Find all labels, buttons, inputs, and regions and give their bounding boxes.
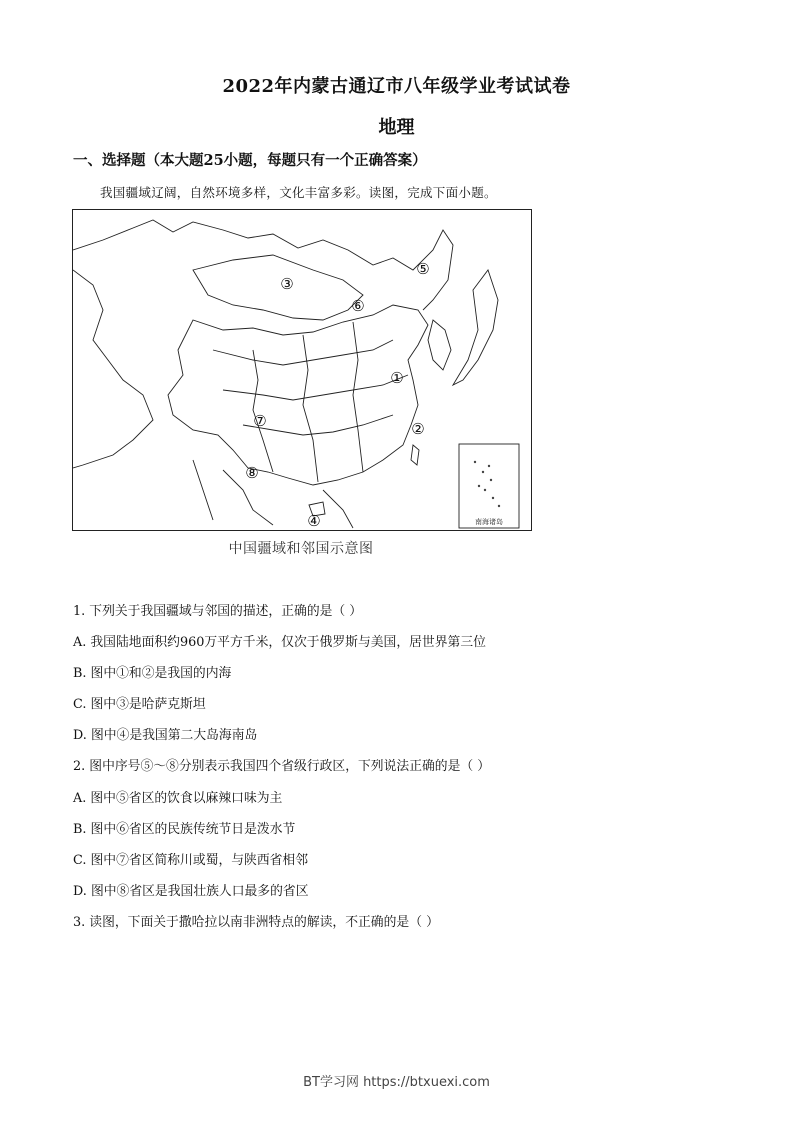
inset-label: 南海诸岛 (475, 518, 503, 526)
map-caption: 中国疆域和邻国示意图 (228, 541, 374, 557)
question-1-option-b: B. 图中①和②是我国的内海 (73, 666, 232, 681)
china-map-svg (73, 210, 531, 530)
map-taiwan (411, 445, 419, 465)
map-province-lines-1 (213, 340, 393, 365)
map-border-mongolia (193, 255, 363, 320)
map-southeast-asia (193, 460, 353, 528)
question-1-option-d: D. 图中④是我国第二大岛海南岛 (73, 728, 258, 743)
question-2-stem: 2. 图中序号⑤～⑧分别表示我国四个省级行政区，下列说法正确的是（ ） (73, 759, 491, 774)
south-china-sea-inset (459, 444, 519, 528)
china-map-figure (72, 209, 532, 531)
marker-2: ② (411, 420, 425, 438)
map-border-west (73, 270, 153, 468)
question-2-option-c: C. 图中⑦省区简称川或蜀，与陕西省相邻 (73, 853, 309, 868)
marker-6: ⑥ (351, 297, 365, 315)
page-subtitle: 地理 (378, 117, 415, 138)
map-province-lines-6 (353, 322, 363, 472)
map-province-lines-5 (303, 335, 318, 482)
map-province-lines-2 (223, 375, 408, 400)
marker-5: ⑤ (416, 260, 430, 278)
question-2-option-a: A. 图中⑤省区的饮食以麻辣口味为主 (73, 791, 283, 806)
question-1-option-c: C. 图中③是哈萨克斯坦 (73, 697, 206, 712)
map-province-lines-4 (253, 350, 273, 472)
map-korea (428, 320, 451, 370)
question-1-stem: 1. 下列关于我国疆域与邻国的描述，正确的是（ ） (73, 604, 363, 619)
marker-8: ⑧ (245, 464, 259, 482)
question-1-option-a: A. 我国陆地面积约960万平方千米，仅次于俄罗斯与美国，居世界第三位 (73, 635, 486, 650)
marker-4: ④ (307, 512, 321, 530)
marker-3: ③ (280, 275, 294, 293)
map-japan (453, 270, 498, 385)
question-2-option-d: D. 图中⑧省区是我国壮族人口最多的省区 (73, 884, 309, 899)
marker-1: ① (390, 369, 404, 387)
marker-7: ⑦ (253, 412, 267, 430)
question-3-stem: 3. 读图，下面关于撒哈拉以南非洲特点的解读，不正确的是（ ） (73, 915, 439, 930)
section-intro: 我国疆域辽阔，自然环境多样，文化丰富多彩。读图，完成下面小题。 (100, 185, 497, 200)
map-china-outline (168, 305, 428, 485)
footer-watermark: BT学习网 https://btxuexi.com (303, 1075, 490, 1090)
map-border-north (73, 220, 453, 310)
page-title: 2022年内蒙古通辽市八年级学业考试试卷 (222, 76, 571, 97)
question-2-option-b: B. 图中⑥省区的民族传统节日是泼水节 (73, 822, 296, 837)
section-heading: 一、选择题（本大题25小题，每题只有一个正确答案） (73, 152, 427, 169)
